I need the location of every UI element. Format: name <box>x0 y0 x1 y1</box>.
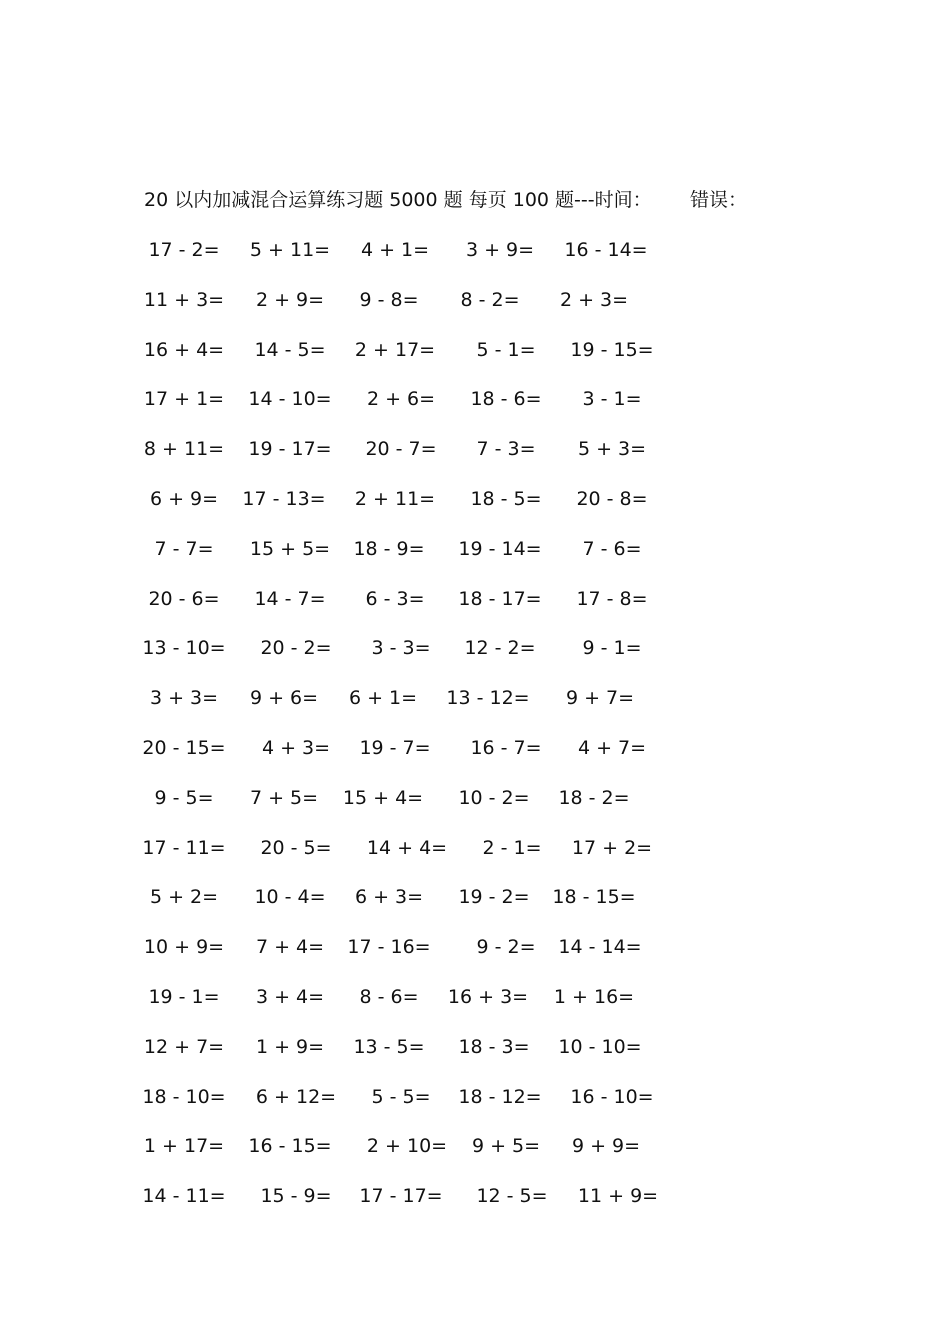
problem-row <box>0 336 950 364</box>
problem-item: 18 - 10= <box>142 1085 226 1108</box>
problem-item: 2 - 1= <box>482 836 542 859</box>
problem-item: 10 - 4= <box>254 886 326 909</box>
problem-item: 16 - 15= <box>248 1135 332 1158</box>
problem-item: 5 - 5= <box>371 1085 431 1108</box>
problem-item: 5 + 2= <box>149 886 219 909</box>
problem-item: 9 + 7= <box>565 687 635 710</box>
problem-item: 10 + 9= <box>143 936 225 959</box>
problem-item: 12 - 5= <box>476 1185 548 1208</box>
problem-item: 6 + 12= <box>255 1085 337 1108</box>
problem-item: 3 + 3= <box>149 687 219 710</box>
problem-item: 14 - 7= <box>254 587 326 610</box>
problem-item: 5 + 3= <box>577 438 647 461</box>
problem-item: 2 + 9= <box>255 288 325 311</box>
problem-item: 3 + 9= <box>465 239 535 261</box>
problem-row <box>0 1033 950 1061</box>
problem-item: 9 - 2= <box>476 936 536 959</box>
problem-item: 3 - 1= <box>582 388 642 411</box>
problem-item: 14 - 10= <box>248 388 332 411</box>
problem-row <box>0 684 950 712</box>
problem-item: 18 - 5= <box>470 488 542 510</box>
problem-row <box>0 834 950 862</box>
problem-item: 20 - 15= <box>142 737 226 759</box>
problem-item: 9 - 5= <box>154 786 214 809</box>
problem-row <box>0 1182 950 1210</box>
problem-item: 19 - 1= <box>148 986 220 1008</box>
problem-item: 8 - 6= <box>359 986 419 1008</box>
problem-item: 19 - 7= <box>359 737 431 759</box>
problem-item: 1 + 16= <box>553 986 635 1008</box>
problem-item: 3 - 3= <box>371 637 431 660</box>
problem-item: 10 - 10= <box>558 1035 642 1058</box>
problem-item: 14 + 4= <box>366 836 448 859</box>
problem-item: 9 + 9= <box>571 1135 641 1158</box>
worksheet-header <box>144 186 748 214</box>
problem-item: 18 - 2= <box>558 786 630 809</box>
problem-item: 17 - 13= <box>242 488 326 510</box>
problem-item: 16 - 14= <box>564 239 648 261</box>
problem-item: 13 - 10= <box>142 637 226 660</box>
problem-item: 15 - 9= <box>260 1185 332 1208</box>
problem-item: 16 + 3= <box>447 986 529 1008</box>
problem-row <box>0 385 950 413</box>
problem-row <box>0 585 950 613</box>
problem-item: 18 - 15= <box>552 886 636 909</box>
problem-item: 2 + 3= <box>559 288 629 311</box>
problem-item: 19 - 15= <box>570 338 654 361</box>
problem-item: 19 - 17= <box>248 438 332 461</box>
error-count-label: 错误： <box>690 189 748 211</box>
problem-item: 20 - 8= <box>576 488 648 510</box>
problem-item: 12 + 7= <box>143 1035 225 1058</box>
problem-item: 7 - 7= <box>154 537 214 560</box>
problem-row <box>0 1132 950 1160</box>
problem-item: 4 + 3= <box>261 737 331 759</box>
problem-item: 7 - 6= <box>582 537 642 560</box>
problem-item: 18 - 3= <box>458 1035 530 1058</box>
problem-item: 15 + 4= <box>342 786 424 809</box>
problem-item: 8 - 2= <box>460 288 520 311</box>
problem-item: 11 + 3= <box>143 288 225 311</box>
problem-item: 9 + 6= <box>249 687 319 710</box>
problem-item: 6 + 3= <box>354 886 424 909</box>
problem-item: 17 - 11= <box>142 836 226 859</box>
problem-item: 9 + 5= <box>471 1135 541 1158</box>
problem-row <box>0 933 950 961</box>
problem-item: 1 + 9= <box>255 1035 325 1058</box>
problem-item: 18 - 9= <box>353 537 425 560</box>
problem-item: 8 + 11= <box>143 438 225 461</box>
problem-item: 20 - 2= <box>260 637 332 660</box>
problem-item: 11 + 9= <box>577 1185 659 1208</box>
problem-item: 4 + 1= <box>360 239 430 261</box>
problem-item: 15 + 5= <box>249 537 331 560</box>
worksheet-title: 20 以内加减混合运算练习题 5000 题 每页 100 题---时间： <box>144 189 652 211</box>
problem-item: 13 - 5= <box>353 1035 425 1058</box>
problem-item: 10 - 2= <box>458 786 530 809</box>
problem-item: 19 - 2= <box>458 886 530 909</box>
problem-item: 3 + 4= <box>255 986 325 1008</box>
problem-item: 9 - 1= <box>582 637 642 660</box>
problem-item: 5 - 1= <box>476 338 536 361</box>
problem-item: 12 - 2= <box>464 637 536 660</box>
problem-row <box>0 485 950 513</box>
problem-row <box>0 535 950 563</box>
problem-item: 6 - 3= <box>365 587 425 610</box>
problem-item: 16 - 10= <box>570 1085 654 1108</box>
problem-item: 20 - 7= <box>365 438 437 461</box>
problem-row <box>0 734 950 762</box>
problem-item: 18 - 12= <box>458 1085 542 1108</box>
problem-item: 7 - 3= <box>476 438 536 461</box>
problem-row <box>0 784 950 812</box>
problem-item: 16 + 4= <box>143 338 225 361</box>
problem-item: 17 + 1= <box>143 388 225 411</box>
problem-item: 17 - 8= <box>576 587 648 610</box>
problem-item: 17 + 2= <box>571 836 653 859</box>
problem-row <box>0 435 950 463</box>
problem-item: 7 + 5= <box>249 786 319 809</box>
problem-item: 6 + 9= <box>149 488 219 510</box>
problem-item: 14 - 11= <box>142 1185 226 1208</box>
problem-row <box>0 883 950 911</box>
problem-row <box>0 286 950 314</box>
problem-item: 5 + 11= <box>249 239 331 261</box>
problem-row <box>0 1083 950 1111</box>
problem-item: 18 - 17= <box>458 587 542 610</box>
problem-item: 2 + 17= <box>354 338 436 361</box>
problem-row <box>0 236 950 264</box>
problem-item: 20 - 5= <box>260 836 332 859</box>
problem-item: 9 - 8= <box>359 288 419 311</box>
problem-item: 18 - 6= <box>470 388 542 411</box>
problem-item: 2 + 6= <box>366 388 436 411</box>
problem-item: 14 - 5= <box>254 338 326 361</box>
problem-item: 1 + 17= <box>143 1135 225 1158</box>
problem-item: 17 - 16= <box>347 936 431 959</box>
problem-row <box>0 983 950 1011</box>
problem-item: 2 + 11= <box>354 488 436 510</box>
problem-item: 4 + 7= <box>577 737 647 759</box>
problem-row <box>0 634 950 662</box>
problem-item: 17 - 2= <box>148 239 220 261</box>
problem-item: 20 - 6= <box>148 587 220 610</box>
problem-item: 6 + 1= <box>348 687 418 710</box>
problem-item: 13 - 12= <box>446 687 530 710</box>
problem-item: 19 - 14= <box>458 537 542 560</box>
problem-item: 17 - 17= <box>359 1185 443 1208</box>
problem-item: 2 + 10= <box>366 1135 448 1158</box>
problem-item: 14 - 14= <box>558 936 642 959</box>
problem-item: 16 - 7= <box>470 737 542 759</box>
problem-item: 7 + 4= <box>255 936 325 959</box>
